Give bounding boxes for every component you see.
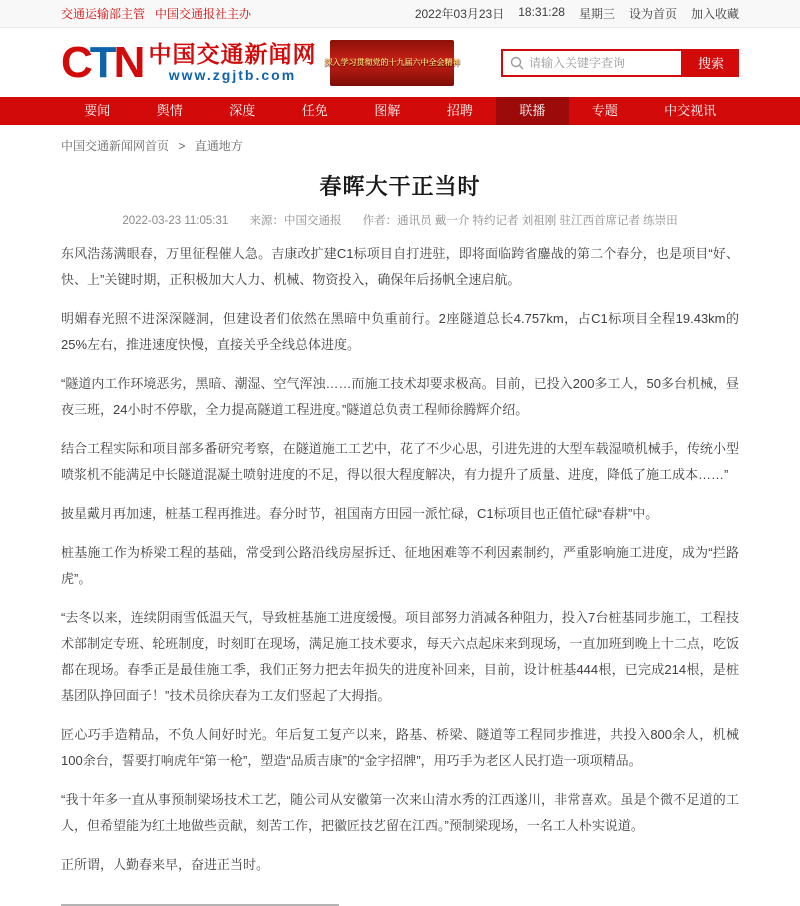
article-body [61,241,739,878]
site-name: 中国交通新闻网 [148,40,317,67]
search-button[interactable]: 搜索 [683,49,739,77]
nav-item-8[interactable]: 中交视讯 [664,103,717,118]
breadcrumb-current-link[interactable]: 直通地方 [194,139,243,153]
main-nav [0,97,800,125]
article-paragraph: 东风浩荡满眼春，万里征程催人急。吉康改扩建C1标项目自打进驻，即将面临跨省鏖战的第二个春分，也是项目“好、快、上”关键时期，正积极加大人力、机械、物资投入，确保年后扬帆全速启航。 [61,246,739,287]
supervisor-link[interactable]: 交通运输部主管 [61,7,146,21]
time-text: 18:31:28 [518,5,565,19]
nav-item-4[interactable]: 图解 [374,103,401,118]
nav-item-2[interactable]: 深度 [229,103,256,118]
search-field [501,49,683,77]
breadcrumb-separator: > [178,139,186,153]
logo-text [148,42,316,83]
article-author: 作者：通讯员 戴一介 特约记者 刘祖刚 驻江西首席记者 练崇田 [362,215,678,227]
ctn-logo-mark: CTN [61,37,143,87]
breadcrumb-home-link[interactable]: 中国交通新闻网首页 [61,139,170,153]
nav-item-7[interactable]: 专题 [591,103,618,118]
host-link[interactable]: 中国交通报社主办 [155,7,252,21]
article-paragraph: “隧道内工作环境恶劣，黑暗、潮湿、空气浑浊……而施工技术却要求极高。目前，已投入200多工人，50多台机械，昼夜三班，24小时不停歇，全力提高隧道工程进度。”隧道总负责工程师徐腾辉介绍。 [61,376,739,417]
article-datetime: 2022-03-23 11:05:31 [122,215,229,227]
article-paragraph: 披星戴月再加速，桩基工程再推进。春分时节，祖国南方田园一派忙碌，C1标项目也正值忙碌“春耕”中。 [61,506,659,521]
search-box [501,49,739,77]
topbar-left [61,5,251,22]
site-header [0,28,800,97]
article-source: 来源：中国交通报 [249,215,342,227]
article-paragraph: “我十年多一直从事预制梁场技术工艺，随公司从安徽第一次来山清水秀的江西遂川，非常喜欢。虽是个微不足道的工人，但希望能为红土地做些贡献，刻苦工作，把徽匠技艺留在江西。”预制梁现场，一名工人朴实说道。 [61,792,739,833]
date-text: 2022年03月23日 [414,7,505,21]
nav-item-1[interactable]: 舆情 [156,103,183,118]
article-paragraph: 结合工程实际和项目部多番研究考察，在隧道施工工艺中，花了不少心思，引进先进的大型车载湿喷机械手，传统小型喷浆机不能满足中长隧道混凝土喷射进度的不足，得以很大程度解决，有力提升了质量、进度，降低了施工成本……” [61,441,739,482]
promo-banner-text: 深入学习贯彻党的十九届六中全会精神 [324,58,461,67]
breadcrumb [61,137,739,154]
site-logo[interactable] [61,37,317,87]
set-home-link[interactable]: 设为首页 [628,7,677,21]
article-paragraph: 桩基施工作为桥梁工程的基础，常受到公路沿线房屋拆迁、征地困难等不利因素制约，严重影响施工进度，成为“拦路虎”。 [61,545,739,586]
promo-banner[interactable] [324,40,461,86]
article-paragraph: 明媚春光照不进深深隧洞，但建设者们依然在黑暗中负重前行。2座隧道总长4.757km，占C1标项目全程19.43km的25%左右，推进速度快慢，直接关乎全线总体进度。 [61,311,739,352]
nav-item-0[interactable]: 要闻 [84,103,111,118]
topbar-right [415,5,739,22]
article-meta [61,212,739,228]
search-input[interactable] [529,56,681,70]
topbar [0,0,800,28]
nav-item-5[interactable]: 招聘 [446,103,473,118]
article-paragraph: “去冬以来，连续阴雨雪低温天气，导致桩基施工进度缓慢。项目部努力消减各种阻力，投入7台桩基同步施工，工程技术部制定专班、轮班制度，时刻盯在现场，满足施工技术要求，每天六点起床来到现场，一直加班到晚上十二点，吃饭都在现场。春季正是最佳施工季，我们正努力把去年损失的进度补回来，目前，设计桩基444根，已完成214根，是桩基团队挣回面子！”技术员徐庆春为工友们竖起了大拇指。 [61,610,739,703]
article-title: 春晖大干正当时 [319,174,481,199]
article-paragraph: 正所谓，人勤春来早，奋进正当时。 [61,857,270,872]
nav-item-3[interactable]: 任免 [301,103,328,118]
weekday-text: 星期三 [578,7,615,21]
search-icon [510,56,524,70]
article-paragraph: 匠心巧手造精品，不负人间好时光。年后复工复产以来，路基、桥梁、隧道等工程同步推进，共投入800余人，机械100余台，誓要打响虎年“第一枪”，塑造“品质吉康”的“金字招牌”，用巧手为老区人民打造一项项精品。 [61,727,739,768]
nav-item-6[interactable]: 联播 [496,97,569,125]
add-favorite-link[interactable]: 加入收藏 [690,7,739,21]
article [61,170,739,878]
site-url: www.zgjtb.com [168,67,297,84]
